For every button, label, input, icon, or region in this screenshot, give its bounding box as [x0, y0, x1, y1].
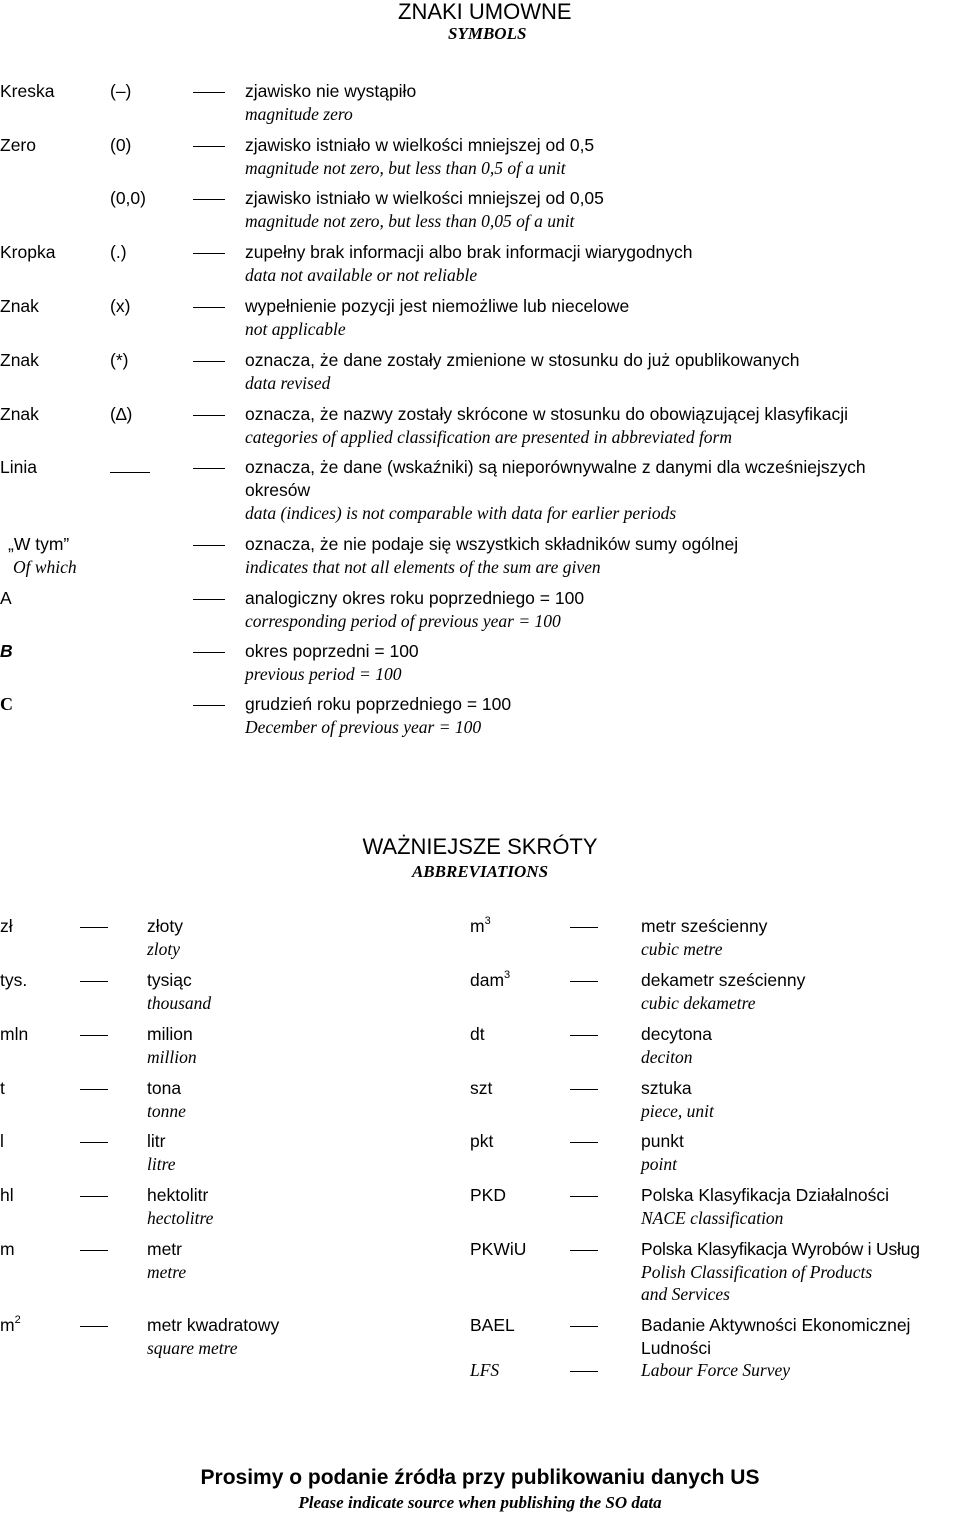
- dash-separator: [80, 1250, 108, 1251]
- abbreviation: mln: [0, 1024, 29, 1044]
- abbreviation: PKD: [470, 1185, 506, 1205]
- footer-note: Prosimy o podanie źródła przy publikowaniu danych US: [200, 1466, 760, 1489]
- symbol-description-pl: okres poprzedni = 100: [245, 641, 419, 661]
- dash-separator: [570, 1326, 598, 1327]
- symbol-label: Linia: [0, 457, 37, 477]
- dash-separator: [570, 1142, 598, 1143]
- dash-separator: [193, 545, 225, 546]
- symbol-label: „W tym”: [8, 534, 70, 554]
- symbols-title: ZNAKI UMOWNE: [398, 0, 572, 24]
- dash-separator: [193, 146, 225, 147]
- dash-separator: [80, 1326, 108, 1327]
- abbreviation-pl: decytona: [641, 1024, 713, 1044]
- symbol-description-en: categories of applied classification are presented in abbreviated form: [245, 427, 733, 447]
- abbreviation: szt: [470, 1078, 493, 1098]
- abbreviation-en: thousand: [147, 993, 212, 1013]
- symbol-description-en: magnitude zero: [245, 104, 353, 124]
- symbol-description-en: data revised: [245, 373, 331, 393]
- dash-separator: [570, 1371, 598, 1372]
- dash-separator: [193, 652, 225, 653]
- symbol-description-pl: analogiczny okres roku poprzedniego = 100: [245, 588, 585, 608]
- dash-separator: [570, 981, 598, 982]
- dash-separator: [193, 253, 225, 254]
- abbreviation-en: zloty: [147, 939, 181, 959]
- abbreviation-pl: Polska Klasyfikacja Działalności: [641, 1185, 890, 1205]
- dash-separator: [80, 981, 108, 982]
- dash-separator: [193, 468, 225, 469]
- symbol-description-pl: oznacza, że dane zostały zmienione w stosunku do już opublikowanych: [245, 350, 800, 370]
- symbol-label: Kreska: [0, 81, 55, 101]
- dash-separator: [193, 705, 225, 706]
- abbreviation-pl: hektolitr: [147, 1185, 209, 1205]
- symbol-label: Znak: [0, 404, 39, 424]
- abbreviation: BAEL: [470, 1315, 515, 1335]
- dash-separator: [570, 1250, 598, 1251]
- symbol-code: (.): [110, 242, 127, 262]
- abbreviation: pkt: [470, 1131, 494, 1151]
- abbreviation: dam$^3$: [470, 969, 511, 990]
- abbreviation-pl: tona: [147, 1078, 182, 1098]
- dash-separator: [193, 415, 225, 416]
- symbol-label: Znak: [0, 296, 39, 316]
- symbol-label: A: [0, 588, 12, 608]
- abbreviation-en: point: [641, 1154, 677, 1174]
- abbreviation: hl: [0, 1185, 14, 1205]
- symbol-code: (0,0): [110, 188, 146, 208]
- abbreviation: tys.: [0, 970, 28, 990]
- abbreviation-en: tonne: [147, 1101, 186, 1121]
- abbreviation: zł: [0, 916, 13, 936]
- dash-separator: [80, 1142, 108, 1143]
- symbol-label: Kropka: [0, 242, 56, 262]
- dash-separator: [570, 927, 598, 928]
- footer-note-en: Please indicate source when publishing the SO data: [298, 1493, 662, 1512]
- dash-separator: [80, 1089, 108, 1090]
- symbol-description-en: corresponding period of previous year = 100: [245, 611, 561, 631]
- symbol-description-en: magnitude not zero, but less than 0,05 of a unit: [245, 211, 575, 231]
- dash-separator: [570, 1035, 598, 1036]
- symbol-description-pl: oznacza, że nazwy zostały skrócone w stosunku do obowiązującej klasyfikacji: [245, 404, 849, 424]
- abbreviation-en: metre: [147, 1262, 187, 1282]
- abbreviation-en-cont: and Services: [641, 1284, 730, 1304]
- symbol-description-pl: zjawisko nie wystąpiło: [245, 81, 417, 101]
- symbol-label: Znak: [0, 350, 39, 370]
- symbol-code: (*): [110, 350, 129, 370]
- abbreviations-subtitle: ABBREVIATIONS: [411, 862, 549, 881]
- abbreviation-pl: litr: [147, 1131, 166, 1151]
- dash-separator: [80, 927, 108, 928]
- dash-separator: [193, 307, 225, 308]
- abbreviation: dt: [470, 1024, 485, 1044]
- abbreviation-pl: złoty: [147, 916, 183, 936]
- abbreviations-title: WAŻNIEJSZE SKRÓTY: [362, 834, 598, 859]
- abbreviation-pl: tysiąc: [147, 970, 192, 990]
- abbreviation-en: hectolitre: [147, 1208, 214, 1228]
- abbreviation-en: litre: [147, 1154, 176, 1174]
- symbol-description-pl: zjawisko istniało w wielkości mniejszej od 0,5: [245, 135, 595, 155]
- abbreviation-en: deciton: [641, 1047, 693, 1067]
- abbreviation-pl: sztuka: [641, 1078, 692, 1098]
- symbol-description-en: magnitude not zero, but less than 0,5 of a unit: [245, 158, 566, 178]
- abbreviation-en: cubic dekametre: [641, 993, 756, 1013]
- symbol-description-pl: zupełny brak informacji albo brak informacji wiarygodnych: [245, 242, 693, 262]
- abbreviation: l: [0, 1131, 4, 1151]
- line-symbol: [110, 458, 150, 478]
- abbreviation: PKWiU: [470, 1239, 527, 1259]
- dash-separator: [570, 1089, 598, 1090]
- abbreviation-pl: Badanie Aktywności Ekonomicznej: [641, 1315, 911, 1335]
- abbreviation-pl: metr sześcienny: [641, 916, 768, 936]
- abbreviation-en: Polish Classification of Products: [641, 1262, 873, 1282]
- abbreviation: $m^2$: [0, 1314, 21, 1335]
- abbreviation-en: piece, unit: [641, 1101, 714, 1121]
- abbreviation: m: [0, 1239, 15, 1259]
- symbol-label: Zero: [0, 135, 36, 155]
- abbreviation-pl: dekametr sześcienny: [641, 970, 806, 990]
- symbol-description-pl: oznacza, że dane (wskaźniki) są nieporównywalne z danymi dla wcześniejszych: [245, 457, 866, 477]
- symbol-description-pl-cont: okresów: [245, 480, 311, 500]
- abbreviation: $m^3$: [470, 915, 491, 936]
- symbol-description-en: indicates that not all elements of the sum are given: [245, 557, 601, 577]
- abbreviation: t: [0, 1078, 5, 1098]
- abbreviation-en: cubic metre: [641, 939, 723, 959]
- abbreviation-pl: milion: [147, 1024, 193, 1044]
- symbol-label: B: [0, 641, 13, 661]
- dash-separator: [570, 1196, 598, 1197]
- abbreviation-pl: punkt: [641, 1131, 684, 1151]
- abbreviation-en: Labour Force Survey: [641, 1360, 791, 1380]
- dash-separator: [193, 361, 225, 362]
- abbreviation-pl: Polska Klasyfikacja Wyrobów i Usług: [641, 1239, 920, 1259]
- symbol-code: (∆): [110, 404, 133, 424]
- abbreviation-en-code: LFS: [470, 1360, 500, 1380]
- symbol-label-en: Of which: [13, 557, 77, 577]
- dash-separator: [193, 92, 225, 93]
- abbreviation-en: million: [147, 1047, 197, 1067]
- symbol-description-en: December of previous year = 100: [245, 717, 482, 737]
- symbol-code: (0): [110, 135, 132, 155]
- symbol-label: C: [0, 694, 13, 714]
- dash-separator: [193, 599, 225, 600]
- abbreviation-pl: metr: [147, 1239, 182, 1259]
- abbreviation-pl-cont: Ludności: [641, 1338, 712, 1358]
- abbreviation-en: square metre: [147, 1338, 238, 1358]
- symbol-description-en: previous period = 100: [245, 664, 402, 684]
- dash-separator: [80, 1196, 108, 1197]
- symbol-description-pl: zjawisko istniało w wielkości mniejszej od 0,05: [245, 188, 604, 208]
- abbreviation-pl: metr kwadratowy: [147, 1315, 280, 1335]
- symbol-code: (–): [110, 81, 132, 101]
- dash-separator: [193, 199, 225, 200]
- abbreviation-en: NACE classification: [641, 1208, 784, 1228]
- symbol-description-en: not applicable: [245, 319, 346, 339]
- symbol-description-en: data (indices) is not comparable with data for earlier periods: [245, 503, 677, 523]
- symbols-subtitle: SYMBOLS: [448, 24, 527, 43]
- dash-separator: [80, 1035, 108, 1036]
- symbol-description-en: data not available or not reliable: [245, 265, 478, 285]
- symbol-description-pl: oznacza, że nie podaje się wszystkich składników sumy ogólnej: [245, 534, 739, 554]
- symbol-description-pl: grudzień roku poprzedniego = 100: [245, 694, 512, 714]
- symbol-description-pl: wypełnienie pozycji jest niemożliwe lub niecelowe: [245, 296, 630, 316]
- symbol-code: (x): [110, 296, 131, 316]
